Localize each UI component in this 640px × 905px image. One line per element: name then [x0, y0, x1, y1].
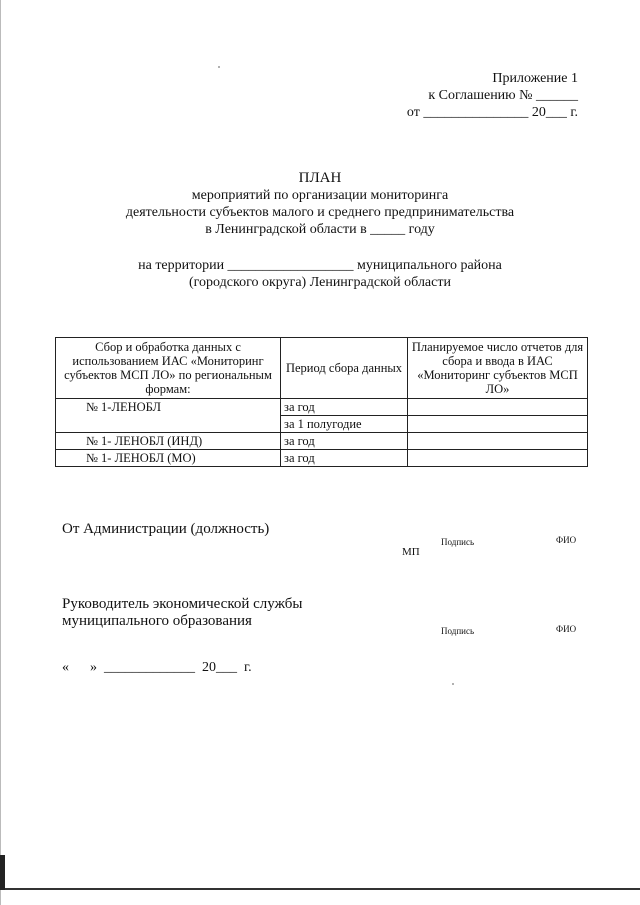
admin-signatory: От Администрации (должность) — [62, 521, 270, 537]
territory-block — [0, 257, 640, 291]
form-cell: № 1-ЛЕНОБЛ — [56, 399, 281, 433]
period-cell: за год — [281, 450, 408, 467]
scan-edge-left — [0, 0, 1, 905]
economist-signatory — [62, 596, 302, 630]
form-cell: № 1- ЛЕНОБЛ (МО) — [56, 450, 281, 467]
form-cell: № 1- ЛЕНОБЛ (ИНД) — [56, 433, 281, 450]
count-cell[interactable] — [408, 450, 588, 467]
agreement-number: к Соглашению № ______ — [428, 88, 578, 103]
table-row — [56, 399, 588, 416]
header-forms: Сбор и обработка данных с использованием ИАС «Мониторинг субъектов МСП ЛО» по региональным формам: — [56, 338, 281, 399]
plan-table — [55, 337, 588, 467]
count-cell[interactable] — [408, 416, 588, 433]
title-line-2: деятельности субъектов малого и среднего предпринимательства — [125, 205, 515, 220]
period-cell: за 1 полугодие — [281, 416, 408, 433]
scan-speck — [452, 683, 454, 685]
agreement-date: от _______________ 20___ г. — [406, 105, 578, 120]
fio-caption: ФИО — [556, 535, 577, 545]
period-cell: за год — [281, 433, 408, 450]
economist-line-1: Руководитель экономической службы — [62, 596, 303, 612]
table-row — [56, 450, 588, 467]
title-heading: ПЛАН — [298, 170, 342, 186]
appendix-reference — [407, 70, 578, 121]
header-period: Период сбора данных — [281, 338, 408, 399]
signature-caption: Подпись — [441, 537, 475, 547]
seal-place: МП — [402, 546, 420, 558]
appendix-title: Приложение 1 — [492, 71, 578, 86]
table-header-row — [56, 338, 588, 399]
period-cell: за год — [281, 399, 408, 416]
count-cell[interactable] — [408, 433, 588, 450]
economist-line-2: муниципального образования — [62, 613, 252, 629]
territory-line-2: (городского округа) Ленинградской области — [189, 275, 451, 290]
scan-speck — [218, 66, 220, 68]
document-title — [0, 170, 640, 238]
header-report-count: Планируемое число отчетов для сбора и ввода в ИАС «Мониторинг субъектов МСП ЛО» — [408, 338, 588, 399]
fio-caption: ФИО — [556, 624, 577, 634]
signature-caption: Подпись — [441, 626, 475, 636]
title-line-3: в Ленинградской области в _____ году — [205, 222, 435, 237]
count-cell[interactable] — [408, 399, 588, 416]
table-row — [56, 433, 588, 450]
title-line-1: мероприятий по организации мониторинга — [191, 188, 449, 203]
signing-date: « » _____________ 20___ г. — [62, 660, 252, 675]
scan-corner-mark — [0, 855, 5, 890]
scan-edge-bottom — [0, 888, 640, 890]
territory-line-1: на территории __________________ муниципального района — [138, 258, 502, 273]
